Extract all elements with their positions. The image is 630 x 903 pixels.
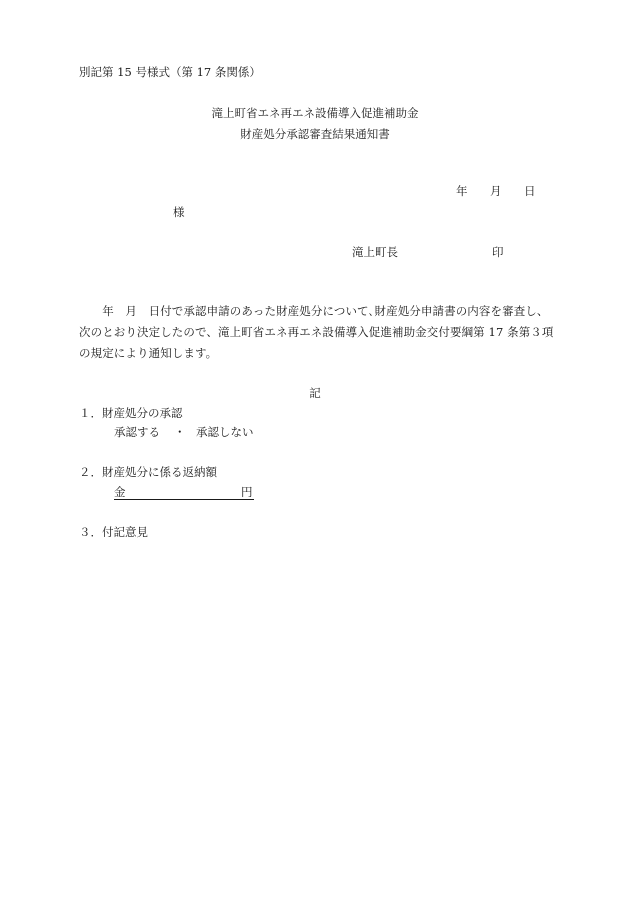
- item2-label: ２．財産処分に係る返納額: [79, 465, 217, 479]
- item3-label: ３．付記意見: [79, 525, 148, 539]
- item1-label: １．財産処分の承認: [79, 406, 183, 420]
- amount-suffix: 円: [241, 485, 253, 499]
- reject-option: 承認しない: [196, 425, 254, 439]
- addressee-honorific: 様: [173, 205, 185, 219]
- amount-prefix: 金: [114, 485, 126, 499]
- note-heading: 記: [309, 386, 321, 400]
- option-separator: ・: [174, 425, 186, 439]
- date-month-label: 月: [490, 184, 502, 198]
- document-title-line2: 財産処分承認審査結果通知書: [240, 127, 390, 141]
- date-day-label: 日: [524, 184, 536, 198]
- seal-mark: 印: [492, 245, 504, 259]
- form-number-label: 別記第 15 号様式（第 17 条関係）: [79, 65, 261, 79]
- body-line-3: の規定により通知します。: [79, 346, 218, 360]
- body-line-1: 年 月 日付で承認申請のあった財産処分について､財産処分申請書の内容を審査し、: [79, 304, 549, 318]
- approve-option: 承認する: [114, 425, 160, 439]
- date-year-label: 年: [456, 184, 468, 198]
- refund-amount-field: [114, 486, 254, 500]
- body-line-2: 次のとおり決定したので、滝上町省エネ再エネ設備導入促進補助金交付要綱第 17 条第３項: [79, 325, 554, 339]
- sender-name: 滝上町長: [352, 245, 398, 259]
- document-title-line1: 滝上町省エネ再エネ設備導入促進補助金: [211, 106, 419, 120]
